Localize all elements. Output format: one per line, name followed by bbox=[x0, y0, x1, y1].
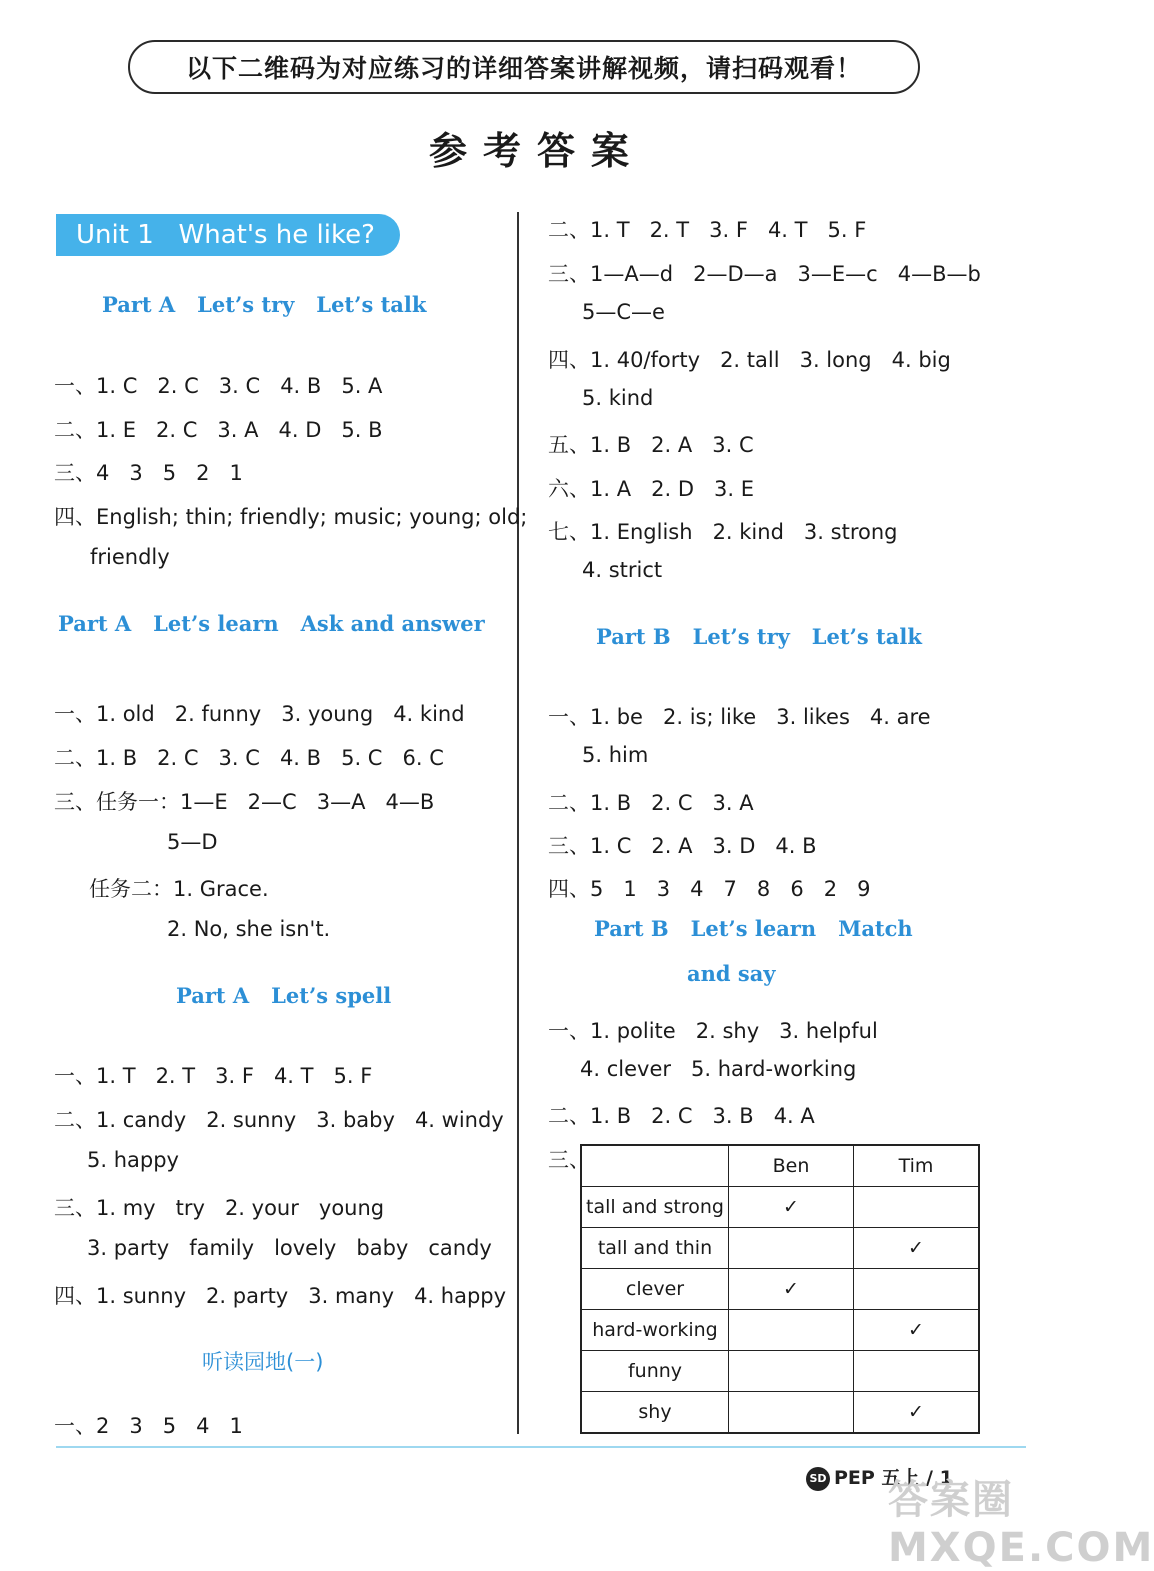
table-row bbox=[581, 1310, 979, 1351]
answer-line: 二、1. B 2. C 3. C 4. B 5. C 6. C bbox=[54, 746, 444, 770]
answer-line: 四、English; thin; friendly; music; young; old; bbox=[54, 505, 528, 529]
footer-rule bbox=[56, 1446, 1026, 1448]
answer-line: 3. party family lovely baby candy bbox=[87, 1236, 492, 1260]
top-banner: 以下二维码为对应练习的详细答案讲解视频，请扫码观看！ bbox=[128, 40, 920, 94]
answer-line: 任务二：1. Grace. bbox=[89, 877, 269, 901]
answer-line: friendly bbox=[90, 545, 170, 569]
answer-line: 4. clever 5. hard-working bbox=[580, 1057, 857, 1081]
table-row-label: tall and thin bbox=[581, 1228, 729, 1269]
section-heading: and say bbox=[687, 961, 776, 986]
answer-line: 三、 bbox=[548, 1148, 590, 1172]
answer-line: 5. him bbox=[582, 743, 649, 767]
answer-line: 三、1. C 2. A 3. D 4. B bbox=[548, 834, 817, 858]
table-row bbox=[581, 1351, 979, 1392]
answer-line: 二、1. E 2. C 3. A 4. D 5. B bbox=[54, 418, 383, 442]
section-heading: 听读园地(一) bbox=[202, 1350, 324, 1374]
answer-line: 二、1. B 2. C 3. B 4. A bbox=[548, 1104, 815, 1128]
watermark: 答案圈 MXQE.COM bbox=[888, 1477, 1154, 1571]
page-title: 参考答案 bbox=[428, 129, 645, 173]
table-cell bbox=[854, 1187, 980, 1228]
table-row-label: shy bbox=[581, 1392, 729, 1434]
answer-line: 5—C—e bbox=[582, 300, 665, 324]
table-cell bbox=[729, 1310, 854, 1351]
unit-tab: Unit 1 What's he like? bbox=[56, 214, 400, 256]
answer-line: 三、1. my try 2. your young bbox=[54, 1196, 385, 1220]
table-header-cell bbox=[581, 1145, 729, 1187]
answer-line: 五、1. B 2. A 3. C bbox=[548, 433, 754, 457]
answer-line: 三、1—A—d 2—D—a 3—E—c 4—B—b bbox=[548, 262, 981, 286]
table-cell bbox=[729, 1351, 854, 1392]
answer-line: 5. happy bbox=[87, 1148, 179, 1172]
answer-line: 二、1. T 2. T 3. F 4. T 5. F bbox=[548, 218, 867, 242]
check-mark-icon: ✓ bbox=[854, 1310, 980, 1351]
answer-line: 2. No, she isn't. bbox=[167, 917, 331, 941]
answer-line: 5—D bbox=[167, 830, 218, 854]
answer-line: 三、任务一：1—E 2—C 3—A 4—B bbox=[54, 790, 435, 814]
answer-line: 5. kind bbox=[582, 386, 654, 410]
table-row-label: clever bbox=[581, 1269, 729, 1310]
section-heading: Part A Let’s spell bbox=[176, 983, 392, 1008]
section-heading: Part A Let’s learn Ask and answer bbox=[58, 611, 485, 636]
answer-line: 一、1. be 2. is; like 3. likes 4. are bbox=[548, 705, 931, 729]
table-row bbox=[581, 1187, 979, 1228]
check-mark-icon: ✓ bbox=[729, 1187, 854, 1228]
answer-line: 七、1. English 2. kind 3. strong bbox=[548, 520, 898, 544]
table-row-label: hard-working bbox=[581, 1310, 729, 1351]
answer-line: 四、1. 40/forty 2. tall 3. long 4. big bbox=[548, 348, 951, 372]
table-cell bbox=[729, 1392, 854, 1434]
answer-line: 一、2 3 5 4 1 bbox=[54, 1414, 243, 1438]
column-divider bbox=[517, 212, 519, 1434]
section-heading: Part B Let’s learn Match bbox=[594, 916, 913, 941]
table-header-cell: Tim bbox=[854, 1145, 980, 1187]
table-header-row bbox=[581, 1145, 979, 1187]
table-row-label: tall and strong bbox=[581, 1187, 729, 1228]
answer-table bbox=[580, 1144, 980, 1434]
answer-line: 一、1. polite 2. shy 3. helpful bbox=[548, 1019, 878, 1043]
publisher-logo-icon: SD bbox=[806, 1467, 830, 1491]
table-cell bbox=[854, 1351, 980, 1392]
table-cell bbox=[854, 1269, 980, 1310]
answer-line: 一、1. T 2. T 3. F 4. T 5. F bbox=[54, 1064, 373, 1088]
answer-line: 三、4 3 5 2 1 bbox=[54, 461, 243, 485]
answer-line: 二、1. candy 2. sunny 3. baby 4. windy bbox=[54, 1108, 504, 1132]
answer-line: 一、1. old 2. funny 3. young 4. kind bbox=[54, 702, 465, 726]
page-number: PEP 五上 / 1 bbox=[834, 1467, 953, 1489]
table-header-cell: Ben bbox=[729, 1145, 854, 1187]
table-cell bbox=[729, 1228, 854, 1269]
section-heading: Part A Let’s try Let’s talk bbox=[102, 292, 427, 317]
answer-line: 四、1. sunny 2. party 3. many 4. happy bbox=[54, 1284, 507, 1308]
table-row-label: funny bbox=[581, 1351, 729, 1392]
table-row bbox=[581, 1228, 979, 1269]
answer-line: 六、1. A 2. D 3. E bbox=[548, 477, 754, 501]
check-mark-icon: ✓ bbox=[854, 1228, 980, 1269]
section-heading: Part B Let’s try Let’s talk bbox=[596, 624, 922, 649]
table-row bbox=[581, 1269, 979, 1310]
answer-line: 4. strict bbox=[582, 558, 663, 582]
table-row bbox=[581, 1392, 979, 1434]
answer-line: 四、5 1 3 4 7 8 6 2 9 bbox=[548, 877, 871, 901]
answer-line: 一、1. C 2. C 3. C 4. B 5. A bbox=[54, 374, 383, 398]
check-mark-icon: ✓ bbox=[854, 1392, 980, 1434]
answer-line: 二、1. B 2. C 3. A bbox=[548, 791, 754, 815]
check-mark-icon: ✓ bbox=[729, 1269, 854, 1310]
